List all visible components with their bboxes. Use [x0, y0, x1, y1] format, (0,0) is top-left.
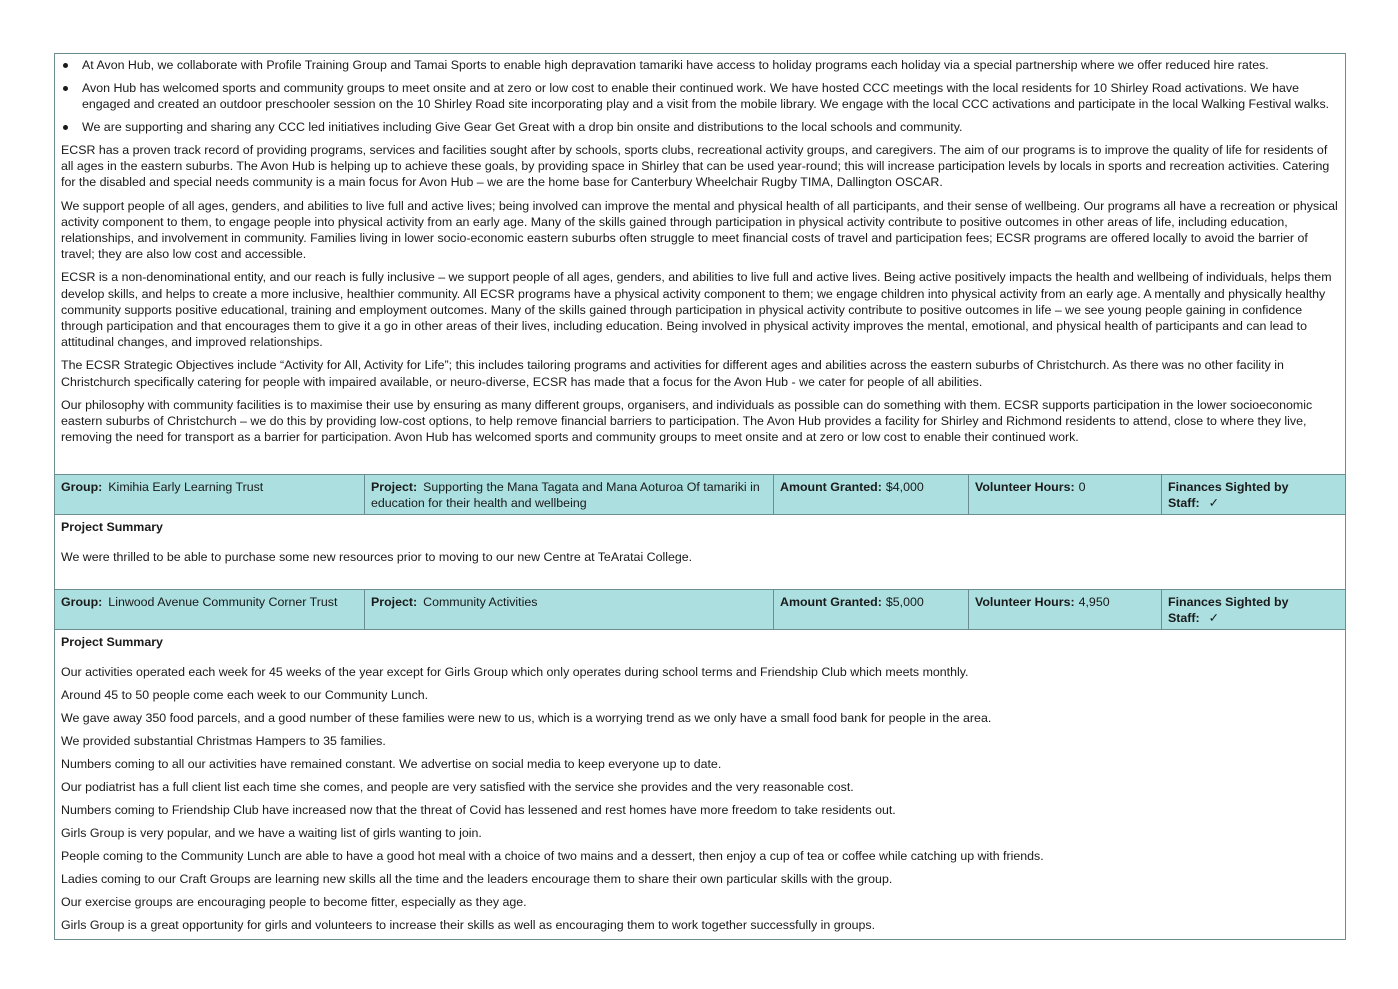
summary-line: Our exercise groups are encouraging people to become fitter, especially as they age. — [61, 895, 527, 910]
checkmark-icon: ✓ — [1208, 496, 1220, 511]
summary-line: Our activities operated each week for 45 weeks of the year except for Girls Group which only operates during school terms and Friendship Club which meets monthly. — [61, 665, 969, 680]
intro-section — [55, 54, 1345, 474]
summary-line: Girls Group is a great opportunity for girls and volunteers to increase their skills as well as encouraging them to work together successfully in groups. — [61, 918, 876, 933]
bullet-item: Avon Hub has welcomed sports and community groups to meet onsite and at zero or low cost to enable their continued work. We have hosted CCC meetings with the local residents for 10 Shirley Road activations. We have engaged and created an outdoor preschooler session on the 10 Shirley Road site incorporating play and a visit from the mobile library. We engage with the local CCC activations and participate in the local Walking Festival walks. — [61, 80, 1339, 112]
amount-label: Amount Granted: — [780, 480, 882, 495]
amount-value: $5,000 — [885, 595, 924, 610]
summary-heading: Project Summary — [61, 520, 163, 535]
summary-line: Girls Group is very popular, and we have a waiting list of girls wanting to join. — [61, 826, 482, 841]
project-summary — [55, 630, 1345, 939]
grant-header-row — [55, 474, 1345, 515]
finances-cell — [1162, 475, 1345, 514]
bullet-item: We are supporting and sharing any CCC led initiatives including Give Gear Get Great with a drop bin onsite and distributions to the local schools and community. — [61, 119, 1339, 135]
hours-label: Volunteer Hours: — [975, 480, 1075, 495]
hours-value: 0 — [1078, 480, 1086, 495]
project-name: Supporting the Mana Tagata and Mana Aoturoa Of tamariki in education for their health and wellbeing — [371, 480, 760, 511]
summary-line: Ladies coming to our Craft Groups are learning new skills all the time and the leaders encourage them to share their own particular skills with the group. — [61, 872, 893, 887]
paragraph: We support people of all ages, genders, and abilities to live full and active lives; being involved can improve the mental and physical health of all participants, and their sense of wellbeing. Our programs all have a recreation or physical activity component to them, to engage people into physical activity from an early age. Many of the skills gained through participation in physical activity contribute to positive outcomes in other areas of life, including education, relationships, and involvement in community. Families living in lower socio-economic eastern suburbs often struggle to meet financial costs of travel and participation fees; ECSR programs are offered locally to avoid the barrier of travel; they are also low cost and accessible. — [61, 198, 1338, 262]
hours-value: 4,950 — [1078, 595, 1110, 610]
group-label: Group: — [61, 595, 103, 610]
project-name: Community Activities — [423, 595, 538, 610]
amount-cell — [774, 590, 969, 629]
bullet-dot-icon — [63, 63, 68, 68]
summary-heading: Project Summary — [61, 635, 163, 650]
bullet-item: At Avon Hub, we collaborate with Profile Training Group and Tamai Sports to enable high depravation tamariki have access to holiday programs each holiday via a special partnership where we offer reduced hire rates. — [61, 57, 1339, 73]
group-cell — [55, 590, 365, 629]
summary-line: Our podiatrist has a full client list each time she comes, and people are very satisfied with the service she provides and the very reasonable cost. — [61, 780, 854, 795]
paragraph: ECSR has a proven track record of providing programs, services and facilities sought after by schools, sports clubs, recreational activity groups, and caregivers. The aim of our programs is to improve the quality of life for residents of all ages in the eastern suburbs. The Avon Hub is helping up to achieve these goals, by providing space in Shirley that can be used year-round; this will increase participation levels by locals in sports and recreation activities. Catering for the disabled and special needs community is a main focus for Avon Hub – we are the home base for Canterbury Wheelchair Rugby TIMA, Dallington OSCAR. — [61, 143, 1330, 190]
project-cell — [365, 475, 774, 514]
bullet-list — [61, 57, 1339, 135]
group-name: Kimihia Early Learning Trust — [108, 480, 264, 495]
grant-header-row — [55, 589, 1345, 630]
group-cell — [55, 475, 365, 514]
hours-label: Volunteer Hours: — [975, 595, 1075, 610]
summary-body — [55, 650, 1345, 939]
summary-line: We provided substantial Christmas Hampers to 35 families. — [61, 734, 386, 749]
hours-cell — [969, 475, 1162, 514]
checkmark-icon: ✓ — [1208, 611, 1220, 626]
finances-cell — [1162, 590, 1345, 629]
summary-line: Around 45 to 50 people come each week to our Community Lunch. — [61, 688, 429, 703]
paragraph: Our philosophy with community facilities is to maximise their use by ensuring as many different groups, organisers, and individuals as possible can do something with them. ECSR supports participation in the lower socioeconomic eastern suburbs of Christchurch – we do this by providing low-cost options, to help remove financial barriers to participation. The Avon Hub provides a facility for Shirley and Richmond residents to attend, close to where they live, removing the need for transport as a barrier for participation. Avon Hub has welcomed sports and community groups to meet onsite and at zero or low cost to enable their continued work. — [61, 397, 1313, 445]
finances-label: Finances Sighted by Staff: — [1168, 480, 1289, 511]
summary-line: Numbers coming to Friendship Club have increased now that the threat of Covid has lessened and rest homes have more freedom to take residents out. — [61, 803, 896, 818]
amount-cell — [774, 475, 969, 514]
paragraph: ECSR is a non-denominational entity, and our reach is fully inclusive – we support people of all ages, genders, and abilities to live full and active lives. Being active positively impacts the health and wellbeing of individuals, helps them develop skills, and helps to create a more inclusive, healthier community. All ECSR programs have a physical activity component to them; we engage children into physical activity from an early age. A mentally and physically healthy community supports positive educational, training and employment outcomes. Many of the skills gained through participation in physical activity contribute to positive outcomes in life – we see young people gaining in confidence through participation and that encourages them to give it a go in other areas of their lives, including education. Being involved in physical activity improves the mental, emotional, and physical health of participants and can lead to attitudinal changes, and improved relationships. — [61, 270, 1332, 350]
bullet-dot-icon — [63, 125, 68, 130]
project-label: Project: — [371, 595, 418, 610]
summary-line: We were thrilled to be able to purchase some new resources prior to moving to our new Centre at TeAratai College. — [61, 550, 693, 565]
summary-line: People coming to the Community Lunch are able to have a good hot meal with a choice of two mains and a dessert, then enjoy a cup of tea or coffee while catching up with friends. — [61, 849, 1044, 864]
project-summary — [55, 515, 1345, 589]
report-table — [54, 53, 1346, 940]
group-name: Linwood Avenue Community Corner Trust — [108, 595, 338, 610]
summary-line: We gave away 350 food parcels, and a good number of these families were new to us, which is a worrying trend as we only have a small food bank for people in the area. — [61, 711, 992, 726]
finances-label: Finances Sighted by Staff: — [1168, 595, 1289, 626]
bullet-dot-icon — [63, 86, 68, 91]
project-cell — [365, 590, 774, 629]
paragraph: The ECSR Strategic Objectives include “Activity for All, Activity for Life”; this includes tailoring programs and activities for different ages and abilities across the eastern suburbs of Christchurch. As there was no other facility in Christchurch specifically catering for people with impaired available, or neuro-diverse, ECSR has made that a focus for the Avon Hub - we cater for people of all abilities. — [61, 358, 1284, 389]
group-label: Group: — [61, 480, 103, 495]
summary-line: Numbers coming to all our activities have remained constant. We advertise on social media to keep everyone up to date. — [61, 757, 722, 772]
project-label: Project: — [371, 480, 418, 495]
amount-value: $4,000 — [885, 480, 924, 495]
amount-label: Amount Granted: — [780, 595, 882, 610]
summary-body — [55, 535, 1345, 589]
hours-cell — [969, 590, 1162, 629]
